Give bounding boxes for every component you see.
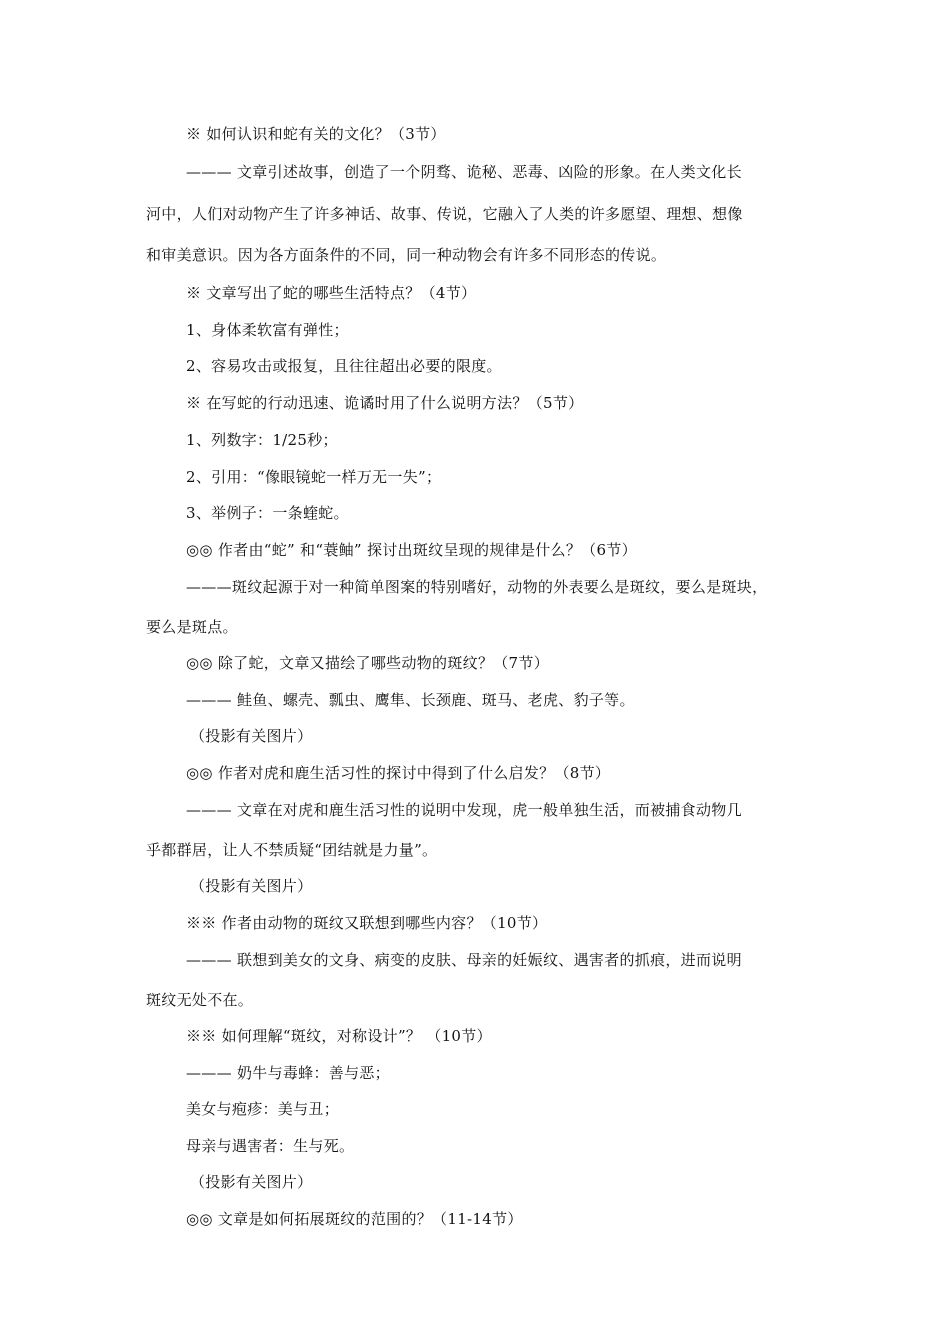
question-life-traits: ※ 文章写出了蛇的哪些生活特点？（4节） [186,284,477,302]
answer-associations-line1: ——— 联想到美女的文身、病变的皮肤、母亲的妊娠纹、遇害者的抓痕，进而说明 [186,951,742,969]
answer-other-animals: ——— 鲑鱼、螺壳、瓢虫、鹰隼、长颈鹿、斑马、老虎、豹子等。 [186,691,635,709]
answer-stripe-line1: ———斑纹起源于对一种简单图案的特别嗜好，动物的外表要么是斑纹，要么是斑块， [186,578,768,596]
question-culture: ※ 如何认识和蛇有关的文化？（3节） [186,125,446,143]
question-tiger-deer: ◎◎ 作者对虎和鹿生活习性的探讨中得到了什么启发？（8节） [186,764,611,782]
trait-item-1: 1、身体柔软富有弹性； [186,321,349,339]
question-symmetry: ※※ 如何理解“斑纹，对称设计”？ （10节） [186,1027,492,1045]
question-scope: ◎◎ 文章是如何拓展斑纹的范围的？（11-14节） [186,1210,523,1228]
projection-note-1: （投影有关图片） [190,727,313,745]
symmetry-item-2: 美女与疱疹：美与丑； [186,1100,340,1118]
answer-tiger-deer-line1: ——— 文章在对虎和鹿生活习性的说明中发现，虎一般单独生活，而被捕食动物几 [186,801,742,819]
question-stripe-pattern: ◎◎ 作者由“蛇” 和“蓑鲉” 探讨出斑纹呈现的规律是什么？（6节） [186,541,637,559]
trait-item-2: 2、容易攻击或报复，且往往超出必要的限度。 [186,357,502,375]
symmetry-item-3: 母亲与遇害者：生与死。 [186,1137,355,1155]
projection-note-3: （投影有关图片） [190,1173,313,1191]
answer-associations-line2: 斑纹无处不在。 [146,991,254,1009]
symmetry-item-1: ——— 奶牛与毒蜂：善与恶； [186,1064,390,1082]
question-other-animals: ◎◎ 除了蛇，文章又描绘了哪些动物的斑纹？（7节） [186,654,549,672]
method-item-3: 3、举例子：一条蝰蛇。 [186,504,349,522]
answer-culture-line2: 河中，人们对动物产生了许多神话、故事、传说，它融入了人类的许多愿望、理想、想像 [146,205,743,223]
projection-note-2: （投影有关图片） [190,877,313,895]
question-associations: ※※ 作者由动物的斑纹又联想到哪些内容？（10节） [186,914,548,932]
answer-culture-line1: ——— 文章引述故事，创造了一个阴骛、诡秘、恶毒、凶险的形象。在人类文化长 [186,163,742,181]
method-item-2: 2、引用：“像眼镜蛇一样万无一失”； [186,468,442,486]
answer-tiger-deer-line2: 乎都群居，让人不禁质疑“团结就是力量”。 [146,841,438,859]
question-methods: ※ 在写蛇的行动迅速、诡谲时用了什么说明方法？（5节） [186,394,584,412]
method-item-1: 1、列数字：1/25秒； [186,431,338,449]
answer-stripe-line2: 要么是斑点。 [146,618,238,636]
answer-culture-line3: 和审美意识。因为各方面条件的不同，同一种动物会有许多不同形态的传说。 [146,246,667,264]
